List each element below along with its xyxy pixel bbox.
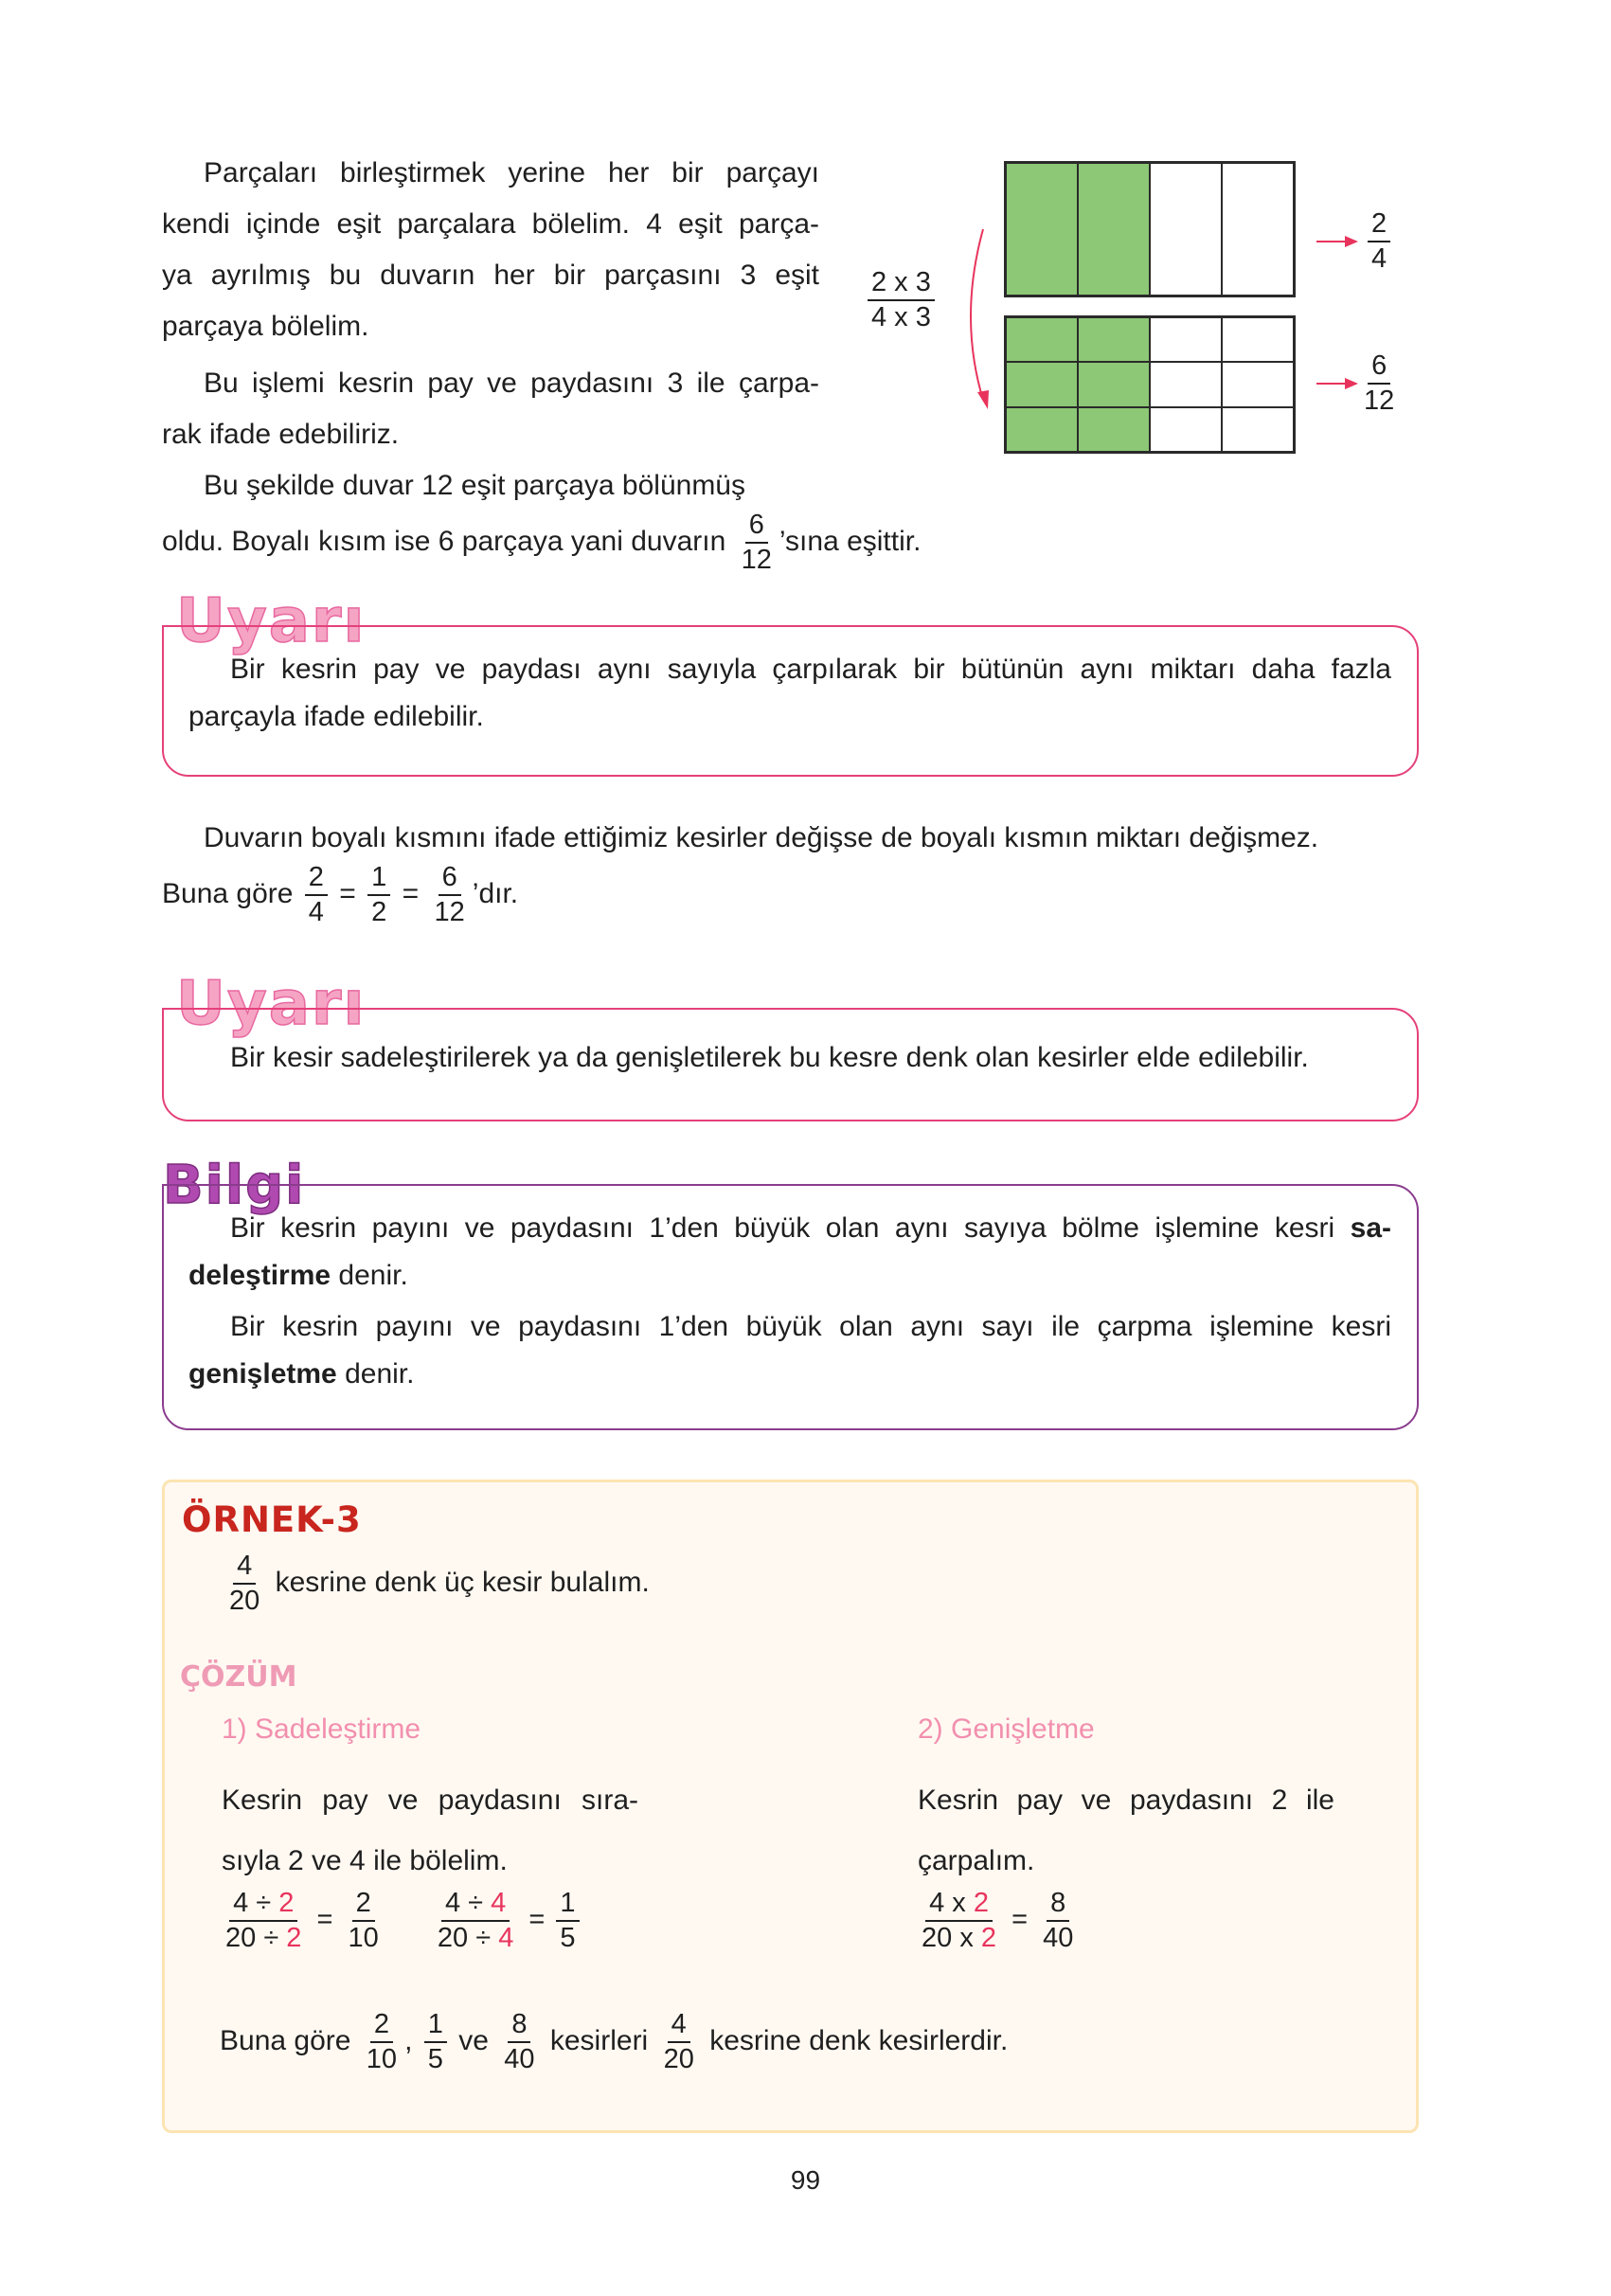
info-box: [162, 1184, 1419, 1430]
step-title-simplify: 1) Sadeleştirme: [222, 1713, 421, 1745]
wall-part: [1150, 407, 1222, 452]
fraction-division: $\frac{4 \div 2}{20 \div 2}$: [225, 1888, 302, 1953]
example-title: ÖRNEK-3: [182, 1499, 362, 1540]
intro-line: Bu işlemi kesrin pay ve paydasını 3 ile çarpa-: [204, 368, 819, 399]
fraction-8-40: $\frac{8}{40}$: [504, 2009, 535, 2074]
fraction-4-20: $\frac{4}{20}$: [229, 1551, 260, 1616]
label-6-12: $\frac{6}{12}$: [1364, 350, 1395, 416]
multiplier-fraction: $\frac{2 x 3}{4 x 3}$: [864, 269, 939, 332]
intro-paragraph-3: [162, 460, 1014, 574]
text: ’dır.: [472, 877, 519, 909]
simplify-equations: $\frac{4 \div 2}{20 \div 2}$ = $\frac{2}{10}$ $\frac{4 \div 4}{20 \div 4}$ = $\frac{1}{5}$: [218, 1890, 583, 1952]
middle-line: Duvarın boyalı kısmını ifade ettiğimiz kesirler değişse de boyalı kısmın miktarı değişmez.: [204, 822, 1319, 853]
wall-top: [1004, 161, 1296, 297]
intro-line: Parçaları birleştirmek yerine her bir parçayı: [204, 157, 819, 188]
fraction-division: $\frac{4 \div 4}{20 \div 4}$: [437, 1888, 514, 1953]
wall-part-shaded: [1006, 163, 1078, 296]
info-line: genişletme denir.: [188, 1358, 415, 1390]
simplify-text: Kesrin pay ve paydasını sıra- sıyla 2 ve 4 ile bölelim.: [222, 1785, 638, 1876]
example-question: $\frac{4}{20}$ kesrine denk üç kesir bulalım.: [222, 1552, 650, 1615]
wall-part: [1150, 317, 1222, 362]
intro-line: ya ayrılmış bu duvarın her bir parçasını 3 eşit: [162, 260, 819, 291]
page-number: 99: [790, 2165, 821, 2195]
wall-bottom: [1004, 315, 1296, 454]
warning-heading: Uyarı: [176, 969, 367, 1039]
intro-line: kendi içinde eşit parçalara bölelim. 4 eşit parça-: [162, 208, 819, 240]
fraction-1-5: $\frac{1}{5}$: [556, 1890, 579, 1952]
fraction-6-12: $\frac{6}{12}$: [741, 510, 772, 575]
middle-paragraph: [162, 813, 1422, 926]
wall-part: [1222, 317, 1294, 362]
wall-part: [1150, 163, 1222, 296]
text: ’sına eşittir.: [779, 525, 922, 557]
label-2-4: $\frac{2}{4}$: [1364, 210, 1394, 273]
wall-part: [1222, 407, 1294, 452]
wall-part: [1150, 362, 1222, 406]
arrow-right-icon: [1316, 234, 1358, 249]
arrow-right-icon: [1316, 376, 1358, 391]
warning-box: [162, 1008, 1419, 1121]
wall-part-shaded: [1006, 317, 1078, 362]
info-heading: Bilgi: [163, 1155, 306, 1216]
text: Buna göre: [162, 877, 294, 909]
warning-line: parçayla ifade edilebilir.: [188, 701, 484, 732]
warning-heading: Uyarı: [176, 586, 367, 656]
wall-part-shaded: [1006, 407, 1078, 452]
fraction-1-2: $\frac{1}{2}$: [367, 864, 390, 926]
intro-line: parçaya bölelim.: [162, 311, 369, 342]
wall-part-shaded: [1078, 163, 1150, 296]
info-line: deleştirme denir.: [188, 1260, 408, 1291]
info-text: [188, 1205, 1391, 1398]
intro-paragraph-2: [162, 358, 819, 460]
step-title-expand: 2) Genişletme: [918, 1713, 1095, 1745]
fraction-6-12: $\frac{6}{12}$: [434, 862, 465, 927]
warning-text: [188, 646, 1391, 741]
wall-part: [1222, 362, 1294, 406]
wall-part-shaded: [1078, 407, 1150, 452]
warning-box: [162, 625, 1419, 777]
fraction-2-4: $\frac{2}{4}$: [305, 864, 328, 926]
fraction-2-10: $\frac{2}{10}$: [366, 2009, 398, 2074]
info-line: Bir kesrin payını ve paydasını 1’den büyük olan aynı sayı ile çarpma işlemine kesri: [230, 1311, 1391, 1342]
wall-part-shaded: [1006, 362, 1078, 406]
fraction-2-10: $\frac{2}{10}$: [348, 1888, 379, 1953]
wall-part-shaded: [1078, 362, 1150, 406]
text: oldu. Boyalı kısım ise 6 parçaya yani duvarın: [162, 525, 726, 557]
equals: =: [402, 877, 420, 909]
equivalent-fractions-line: [162, 864, 1422, 926]
info-line: Bir kesrin payını ve paydasını 1’den büyük olan aynı sayıya bölme işlemine kesri sa-: [230, 1212, 1391, 1244]
wall-part-shaded: [1078, 317, 1150, 362]
example-box: [162, 1480, 1419, 2133]
warning-line: Bir kesrin pay ve paydası aynı sayıyla çarpılarak bir bütünün aynı miktarı daha fazla: [230, 654, 1391, 685]
expand-text: Kesrin pay ve paydasını 2 ile çarpalım.: [918, 1785, 1334, 1876]
wall-part: [1222, 163, 1294, 296]
fraction-multiplication: $\frac{4 x 2}{20 x 2}$: [922, 1888, 997, 1953]
intro-paragraph: [162, 148, 819, 352]
curved-arrow-icon: [957, 224, 994, 413]
intro-line-with-fraction: [162, 511, 1014, 574]
fraction-8-40: $\frac{8}{40}$: [1043, 1888, 1074, 1953]
equals: =: [339, 877, 356, 909]
fraction-1-5: $\frac{1}{5}$: [424, 2011, 447, 2073]
expand-equation: $\frac{4 x 2}{20 x 2}$ = $\frac{8}{40}$: [914, 1890, 1081, 1952]
warning-text: Bir kesir sadeleştirilerek ya da genişletilerek bu kesre denk olan kesirler elde edilebilir.: [230, 1042, 1309, 1073]
fraction-4-20: $\frac{4}{20}$: [663, 2009, 694, 2074]
example-conclusion: Buna göre $\frac{2}{10}$ , $\frac{1}{5}$ ve $\frac{8}{40}$ kesirleri $\frac{4}{20}$ kesrine denk kesirlerdir.: [220, 2009, 1009, 2074]
intro-line: Bu şekilde duvar 12 eşit parçaya bölünmüş: [204, 470, 745, 501]
solution-label: ÇÖZÜM: [180, 1660, 297, 1694]
intro-line: rak ifade edebiliriz.: [162, 419, 400, 450]
